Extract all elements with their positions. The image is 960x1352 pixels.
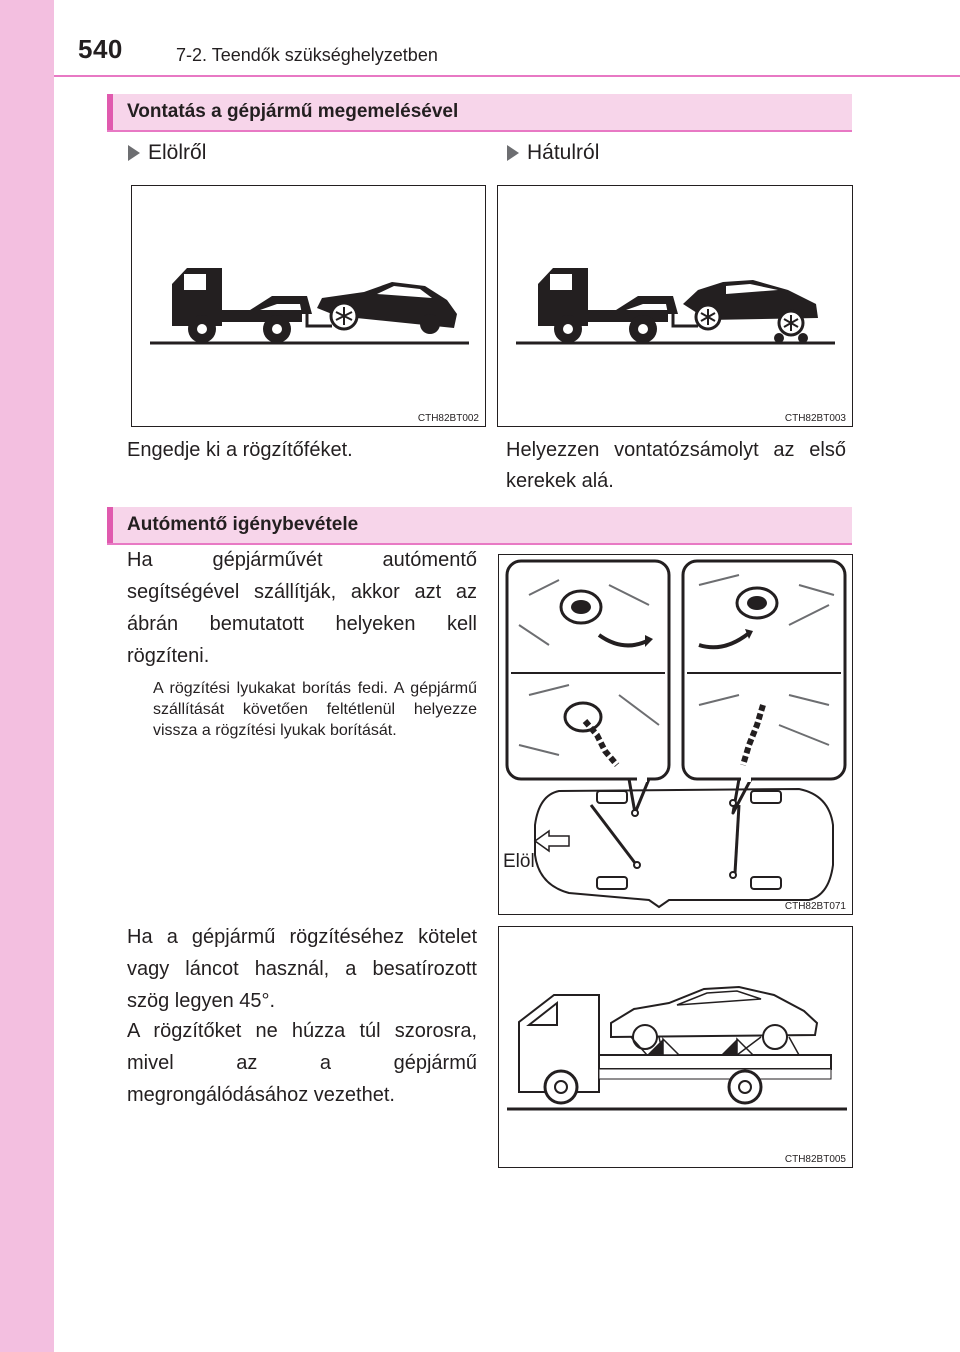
paragraph-tension: A rögzítőket ne húzza túl szorosra, mivel az a gépjármű megrongálódásához vezethet. [127,1020,477,1106]
section-title-lift-towing: Vontatás a gépjármű megemelésével [107,94,852,130]
caption-rear: Helyezzen vontatózsámolyt az első kerekek alá. [506,439,846,492]
chapter-title: 7-2. Teendők szükséghelyzetben [176,45,438,65]
figure-tiedown-points [498,554,853,915]
figure-code: CTH82BT002 [417,413,479,424]
tiedown-points-illustration [499,555,852,914]
flatbed-truck-illustration [499,927,852,1167]
caption-front: Engedje ki a rögzítőféket. [127,439,353,461]
page-number: 540 [78,34,123,64]
bullet-triangle-icon [507,145,519,161]
figure-tow-front [131,185,486,427]
subhead-rear-label: Hátulról [527,141,600,164]
side-color-bar [0,0,54,1352]
figure-code: CTH82BT003 [784,413,846,424]
subhead-front [128,141,206,165]
paragraph-tiedown: Ha gépjárművét autómentő segítségével szállítják, akkor azt az ábrán bemutatott helyeken kell rögzíteni. [127,549,477,667]
figure-flatbed [498,926,853,1168]
bullet-triangle-icon [128,145,140,161]
note-covers: A rögzítési lyukakat borítás fedi. A gépjármű szállítását követően feltétlenül helyezze vissza a rögzítési lyukak borítását. [153,680,477,739]
paragraph-angle: Ha a gépjármű rögzítéséhez kötelet vagy láncot használ, a besatírozott szög legyen 45°. [127,926,477,1012]
figure-code: CTH82BT005 [784,1154,846,1165]
front-label: Elöl [503,851,535,872]
tow-truck-front-illustration [132,186,485,426]
figure-code: CTH82BT071 [784,901,846,912]
subhead-rear [507,141,599,165]
header-rule [54,75,960,77]
section-title-tow-truck: Autómentő igénybevétele [107,507,852,543]
subhead-front-label: Elölről [148,141,207,164]
figure-tow-rear [497,185,853,427]
tow-truck-rear-illustration [498,186,852,426]
